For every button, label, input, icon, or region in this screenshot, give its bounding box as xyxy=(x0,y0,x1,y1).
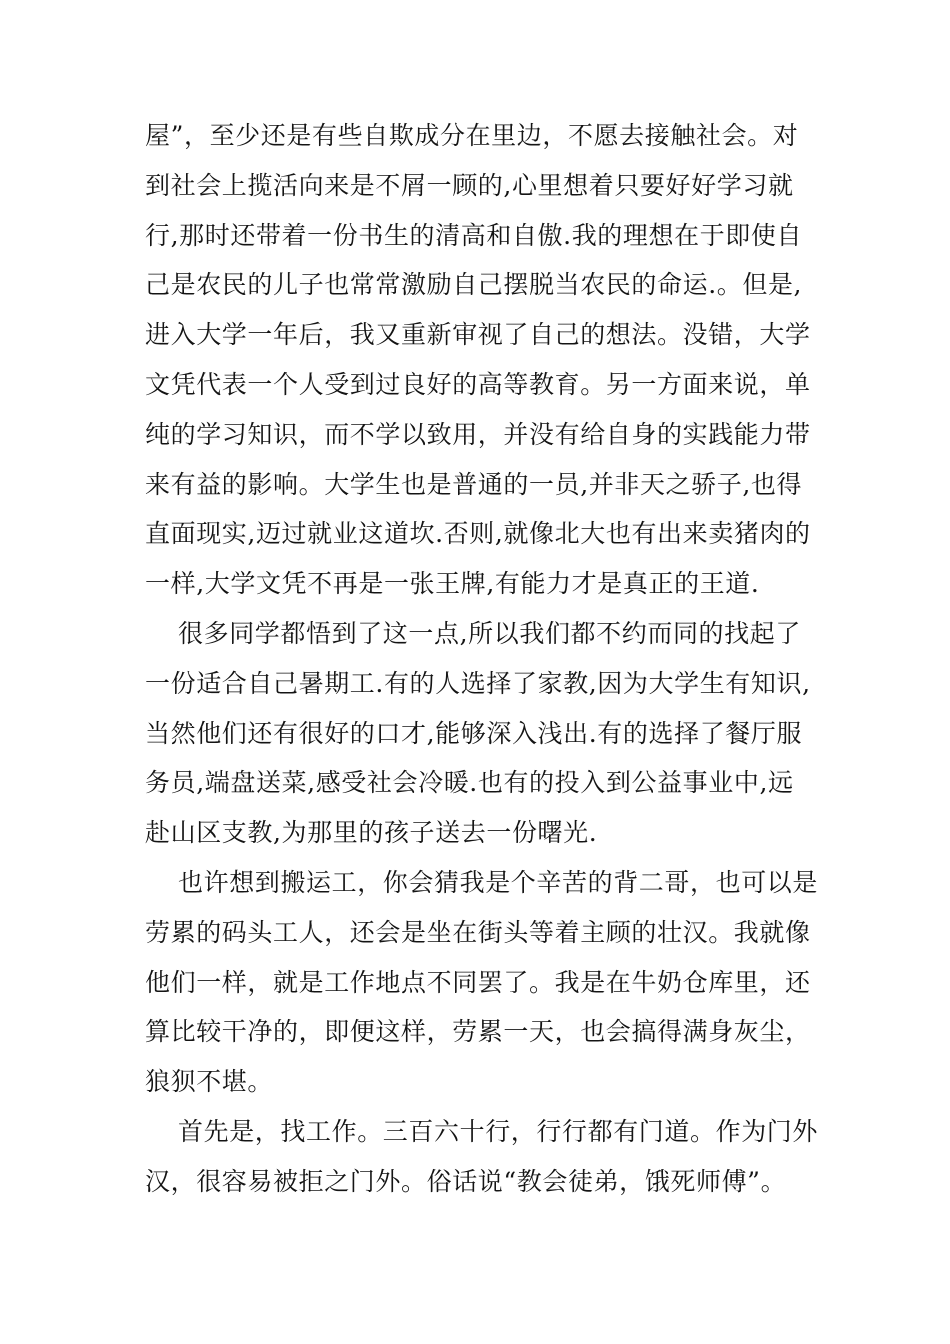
text-line: 他们一样，就是工作地点不同罢了。我是在牛奶仓库里，还 xyxy=(145,967,811,997)
text-line: 到社会上揽活向来是不屑一顾的,心里想着只要好好学习就 xyxy=(145,170,794,200)
paragraph-3 xyxy=(145,858,825,1107)
text-line: 一样,大学文凭不再是一张王牌,有能力才是真正的王道. xyxy=(145,569,760,599)
text-line: 行,那时还带着一份书生的清高和自傲.我的理想在于即使自 xyxy=(145,220,803,250)
text-line: 赴山区支教,为那里的孩子送去一份曙光. xyxy=(145,818,598,848)
text-line: 很多同学都悟到了这一点,所以我们都不约而同的找起了 xyxy=(178,618,801,648)
text-line: 来有益的影响。大学生也是普通的一员,并非天之骄子,也得 xyxy=(145,469,803,499)
text-line: 己是农民的儿子也常常激励自己摆脱当农民的命运.。但是, xyxy=(145,270,803,300)
text-line: 直面现实,迈过就业这道坎.否则,就像北大也有出来卖猪肉的 xyxy=(145,519,811,549)
text-line: 纯的学习知识，而不学以致用，并没有给自身的实践能力带 xyxy=(145,419,811,449)
paragraph-4 xyxy=(145,1107,825,1207)
text-line: 进入大学一年后，我又重新审视了自己的想法。没错，大学 xyxy=(145,320,811,350)
text-line: 首先是，找工作。三百六十行，行行都有门道。作为门外 xyxy=(178,1116,819,1146)
text-line: 屋”，至少还是有些自欺成分在里边，不愿去接触社会。对 xyxy=(145,121,799,150)
text-line: 也许想到搬运工，你会猜我是个辛苦的背二哥，也可以是 xyxy=(178,867,819,897)
text-line: 汉，很容易被拒之门外。俗话说“教会徒弟，饿死师傅”。 xyxy=(145,1166,787,1196)
text-line: 一份适合自己暑期工.有的人选择了家教,因为大学生有知识, xyxy=(145,668,811,698)
text-line: 文凭代表一个人受到过良好的高等教育。另一方面来说，单 xyxy=(145,369,811,399)
text-line: 算比较干净的，即便这样，劳累一天，也会搞得满身灰尘， xyxy=(145,1017,811,1047)
body-text xyxy=(145,111,825,1207)
paragraph-2 xyxy=(145,609,825,858)
text-line: 务员,端盘送菜,感受社会冷暖.也有的投入到公益事业中,远 xyxy=(145,768,794,798)
text-line: 当然他们还有很好的口才,能够深入浅出.有的选择了餐厅服 xyxy=(145,718,803,748)
text-line: 劳累的码头工人，还会是坐在街头等着主顾的壮汉。我就像 xyxy=(145,917,811,947)
text-line: 狼狈不堪。 xyxy=(145,1067,274,1097)
paragraph-1 xyxy=(145,111,825,609)
